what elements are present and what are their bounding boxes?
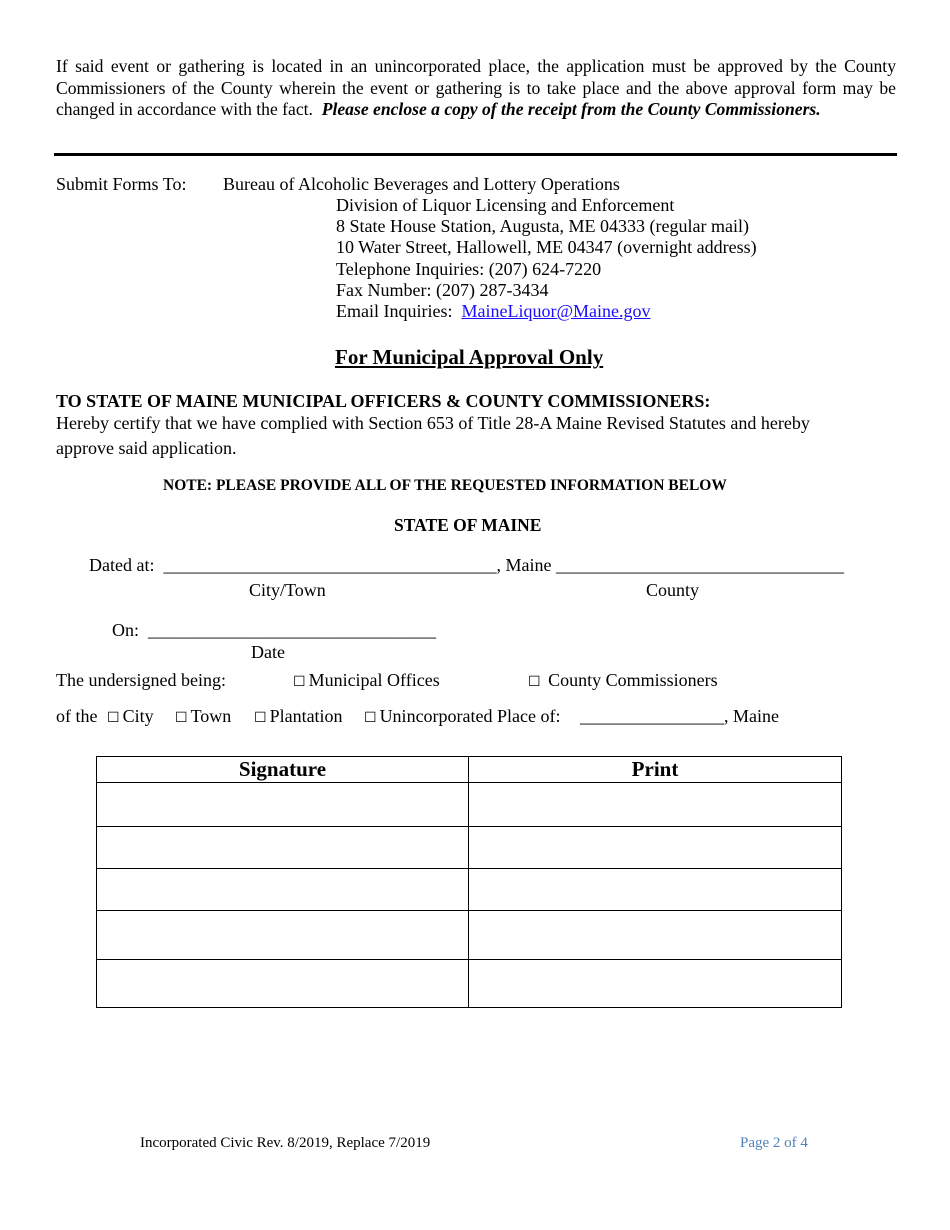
county-field[interactable]: ________________________________ bbox=[555, 555, 844, 575]
footer-page-number: Page 2 of 4 bbox=[740, 1135, 808, 1151]
county-caption: County bbox=[646, 580, 700, 600]
email-label: Email Inquiries: bbox=[336, 301, 453, 321]
officers-heading: TO STATE OF MAINE MUNICIPAL OFFICERS & COUNTY COMMISSIONERS: bbox=[56, 391, 711, 411]
city-label: City bbox=[122, 706, 154, 726]
town-label: Town bbox=[190, 706, 232, 726]
print-cell[interactable] bbox=[469, 869, 842, 911]
unincorporated-option[interactable] bbox=[364, 706, 561, 727]
checkbox-icon[interactable]: ☐ bbox=[364, 710, 377, 726]
print-cell[interactable] bbox=[469, 827, 842, 869]
certify-statement: Hereby certify that we have complied with Section 653 of Title 28-A Maine Revised Statutes and hereby approve said application. bbox=[56, 413, 810, 458]
on-date-row bbox=[112, 620, 436, 641]
dated-at-row bbox=[89, 555, 844, 576]
address-line-bureau: Bureau of Alcoholic Beverages and Lottery Operations bbox=[223, 174, 620, 194]
table-row bbox=[97, 827, 842, 869]
checkbox-icon[interactable]: ☐ bbox=[528, 674, 541, 690]
signature-cell[interactable] bbox=[97, 960, 469, 1008]
address-line-mail: 8 State House Station, Augusta, ME 04333 (regular mail) bbox=[336, 216, 749, 236]
checkbox-icon[interactable]: ☐ bbox=[293, 674, 306, 690]
note-text: NOTE: PLEASE PROVIDE ALL OF THE REQUESTED INFORMATION BELOW bbox=[163, 477, 727, 494]
footer-revision: Incorporated Civic Rev. 8/2019, Replace 7/2019 bbox=[140, 1135, 431, 1151]
table-row bbox=[97, 960, 842, 1008]
print-cell[interactable] bbox=[469, 783, 842, 827]
submit-label: Submit Forms To: bbox=[56, 174, 187, 194]
signature-cell[interactable] bbox=[97, 827, 469, 869]
print-cell[interactable] bbox=[469, 911, 842, 960]
on-label: On: bbox=[112, 620, 139, 640]
city-town-field[interactable]: _____________________________________ bbox=[163, 555, 497, 575]
city-option[interactable] bbox=[107, 706, 154, 727]
dated-at-label: Dated at: bbox=[89, 555, 155, 575]
unincorporated-place-row bbox=[580, 706, 779, 727]
town-option[interactable] bbox=[175, 706, 231, 727]
signature-cell[interactable] bbox=[97, 869, 469, 911]
plantation-option[interactable] bbox=[254, 706, 343, 727]
city-town-caption: City/Town bbox=[249, 580, 326, 600]
signature-table bbox=[96, 756, 842, 1008]
intro-paragraph bbox=[56, 56, 896, 121]
table-row bbox=[97, 783, 842, 827]
checkbox-icon[interactable]: ☐ bbox=[254, 710, 267, 726]
unincorporated-label: Unincorporated Place of: bbox=[379, 706, 561, 726]
intro-emphasis: Please enclose a copy of the receipt from the County Commissioners. bbox=[321, 99, 821, 119]
municipal-offices-label: Municipal Offices bbox=[308, 670, 440, 690]
date-caption: Date bbox=[251, 642, 285, 662]
date-field[interactable]: ________________________________ bbox=[148, 620, 436, 640]
checkbox-icon[interactable]: ☐ bbox=[107, 710, 120, 726]
unincorporated-place-field[interactable]: ________________ bbox=[580, 706, 724, 726]
address-line-division: Division of Liquor Licensing and Enforcement bbox=[336, 195, 675, 215]
print-header: Print bbox=[469, 757, 842, 783]
table-header-row bbox=[97, 757, 842, 783]
signature-cell[interactable] bbox=[97, 911, 469, 960]
undersigned-label: The undersigned being: bbox=[56, 670, 226, 690]
section-divider bbox=[54, 153, 897, 156]
table-row bbox=[97, 869, 842, 911]
signature-cell[interactable] bbox=[97, 783, 469, 827]
state-heading: STATE OF MAINE bbox=[394, 515, 542, 535]
county-commissioners-label: County Commissioners bbox=[548, 670, 718, 690]
address-line-email bbox=[336, 301, 651, 322]
intro-text: If said event or gathering is located in an unincorporated place, the application must be approved by the County Commissioners of the County wherein the event or gathering is to take place and the above approval form may be changed in accordance with the fact. bbox=[56, 56, 896, 119]
address-line-phone: Telephone Inquiries: (207) 624-7220 bbox=[336, 259, 602, 279]
municipal-approval-title: For Municipal Approval Only bbox=[335, 345, 604, 369]
municipal-offices-option[interactable] bbox=[293, 670, 440, 691]
address-line-fax: Fax Number: (207) 287-3434 bbox=[336, 280, 549, 300]
address-line-overnight: 10 Water Street, Hallowell, ME 04347 (overnight address) bbox=[336, 237, 757, 257]
print-cell[interactable] bbox=[469, 960, 842, 1008]
email-link[interactable]: MaineLiquor@Maine.gov bbox=[461, 301, 651, 321]
maine-suffix: , Maine bbox=[724, 706, 779, 726]
checkbox-icon[interactable]: ☐ bbox=[175, 710, 188, 726]
plantation-label: Plantation bbox=[269, 706, 343, 726]
table-row bbox=[97, 911, 842, 960]
county-commissioners-option[interactable] bbox=[528, 670, 718, 691]
of-the-label: of the bbox=[56, 706, 98, 726]
signature-header: Signature bbox=[97, 757, 469, 783]
maine-label: , Maine bbox=[496, 555, 552, 575]
